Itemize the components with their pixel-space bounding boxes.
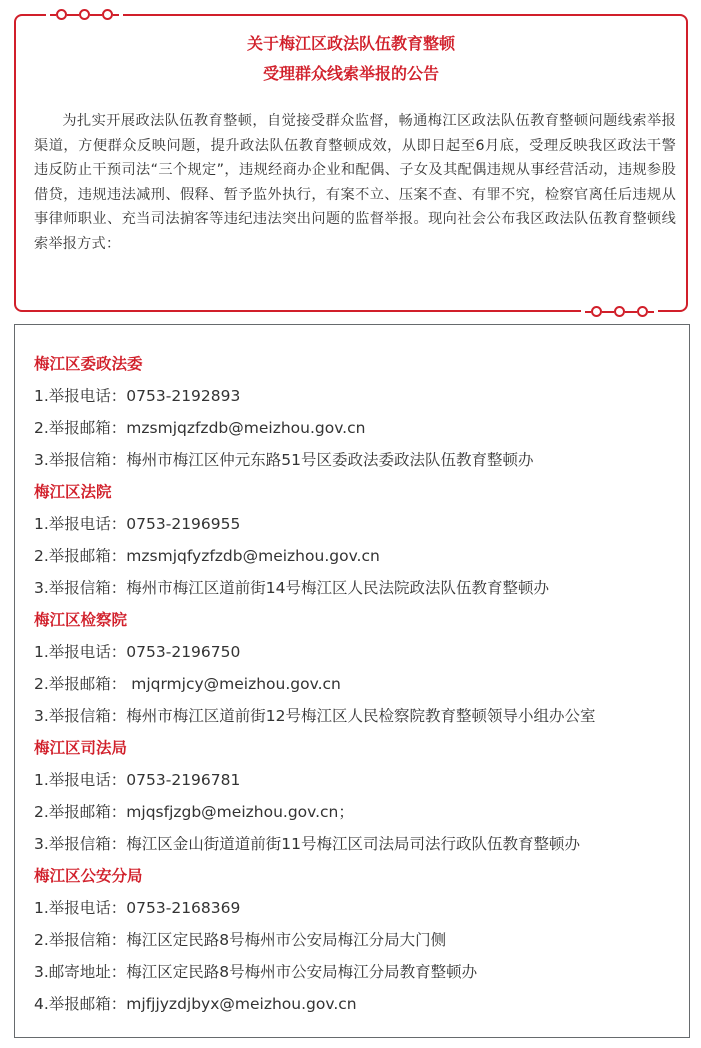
contact-mailbox: 3.举报信箱：梅州市梅江区道前街12号梅江区人民检察院教育整顿领导小组办公室 [34,707,596,725]
org-section-politics-committee [34,348,679,476]
contact-postal-address: 3.邮寄地址：梅江区定民路8号梅州市公安局梅江分局教育整顿办 [34,963,478,981]
contact-mailbox: 2.举报信箱：梅江区定民路8号梅州市公安局梅江分局大门侧 [34,931,447,949]
org-name: 梅江区法院 [34,483,112,501]
contact-email: 2.举报邮箱：mzsmjqzfzdb@meizhou.gov.cn [34,419,366,437]
contact-mailbox: 3.举报信箱：梅江区金山街道道前街11号梅江区司法局司法行政队伍教育整顿办 [34,835,581,853]
announcement-title-line-1: 关于梅江区政法队伍教育整顿 [246,34,455,53]
contact-phone: 1.举报电话：0753-2196781 [34,771,241,789]
org-section-public-security [34,860,679,1020]
org-section-procuratorate [34,604,679,732]
contact-phone: 1.举报电话：0753-2168369 [34,899,241,917]
contact-email: 2.举报邮箱：mzsmjqfyzfzdb@meizhou.gov.cn [34,547,380,565]
ornament-top [46,9,123,20]
contact-phone: 1.举报电话：0753-2196955 [34,515,241,533]
announcement-title-line-2: 受理群众线索举报的公告 [262,64,439,83]
announcement-box [14,14,688,312]
ornament-bottom [581,306,658,317]
contact-email: 2.举报邮箱： mjqrmjcy@meizhou.gov.cn [34,675,341,693]
contact-mailbox: 3.举报信箱：梅州市梅江区道前街14号梅江区人民法院政法队伍教育整顿办 [34,579,550,597]
org-name: 梅江区委政法委 [34,355,143,373]
contact-mailbox: 3.举报信箱：梅州市梅江区仲元东路51号区委政法委政法队伍教育整顿办 [34,451,534,469]
contact-list-box [14,324,690,1038]
contact-phone: 1.举报电话：0753-2196750 [34,643,241,661]
contact-email: 2.举报邮箱：mjqsfjzgb@meizhou.gov.cn； [34,803,354,821]
org-section-court [34,476,679,604]
org-name: 梅江区检察院 [34,611,128,629]
contact-phone: 1.举报电话：0753-2192893 [34,387,241,405]
announcement-body: 为扎实开展政法队伍教育整顿，自觉接受群众监督，畅通梅江区政法队伍教育整顿问题线索举报渠道，方便群众反映问题，提升政法队伍教育整顿成效，从即日起至6月底，受理反映我区政法干警违反防止干预司法“三个规定”，违规经商办企业和配偶、子女及其配偶违规从事经营活动，违规参股借贷，违规违法减刑、假释、暂予监外执行，有案不立、压案不查、有罪不究，检察官离任后违规从事律师职业、充当司法掮客等违纪违法突出问题的监督举报。现向社会公布我区政法队伍教育整顿线索举报方式： [34,113,676,252]
org-name: 梅江区司法局 [34,739,128,757]
org-name: 梅江区公安分局 [34,867,143,885]
org-section-justice-bureau [34,732,679,860]
contact-email: 4.举报邮箱：mjfjjyzdjbyx@meizhou.gov.cn [34,995,357,1013]
